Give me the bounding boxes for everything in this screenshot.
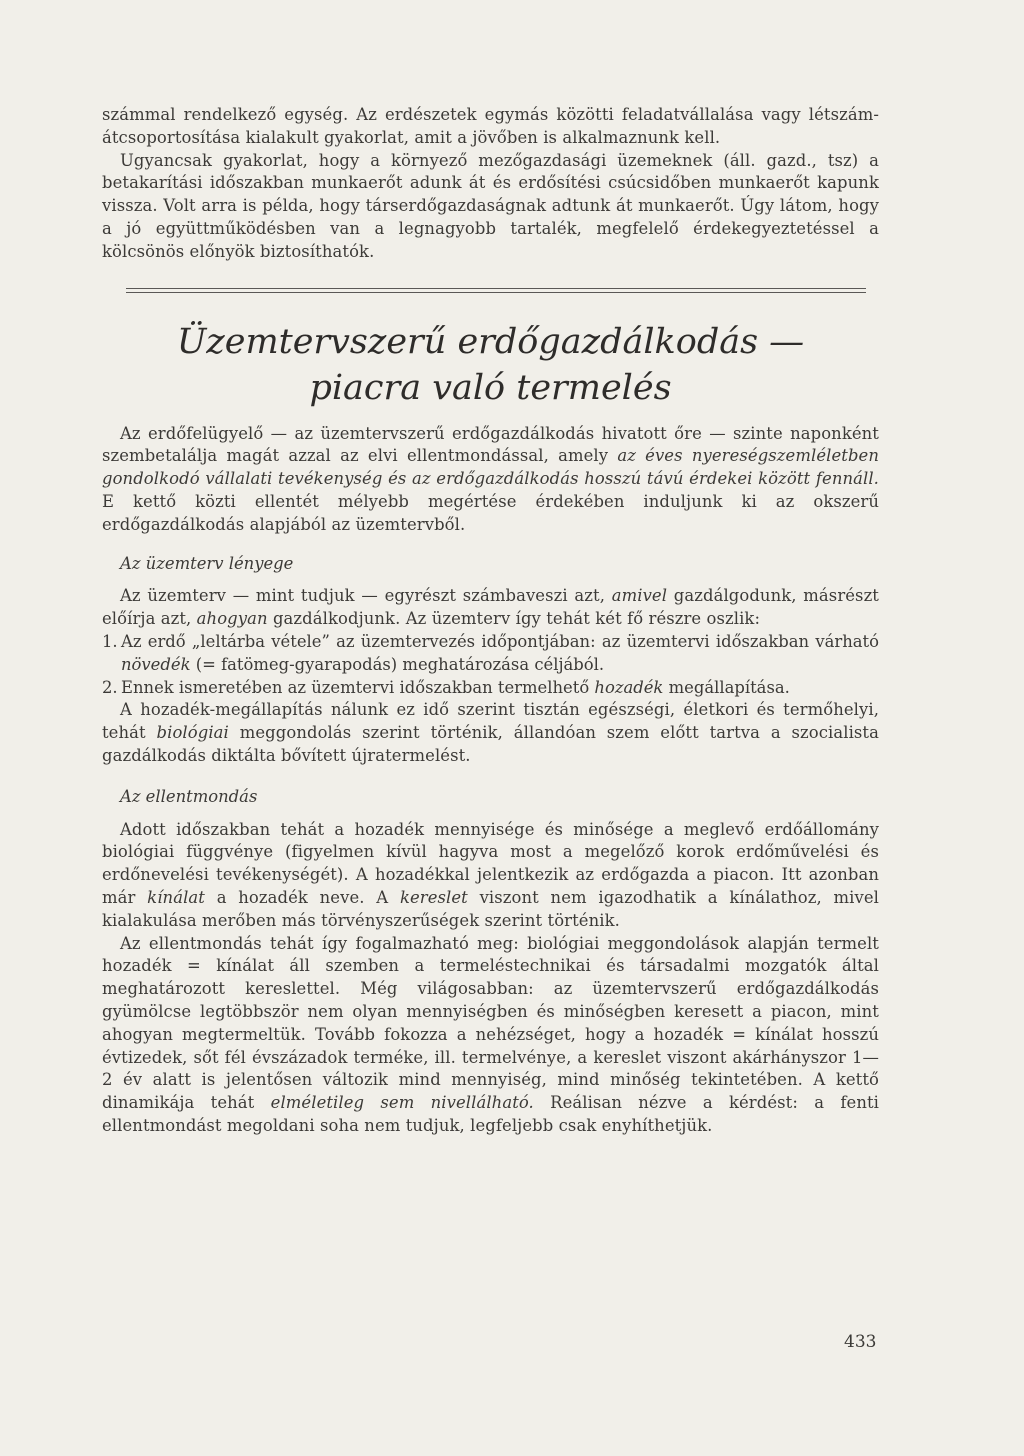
numbered-list (102, 631, 879, 699)
text-run: Az erdő „leltárba vétele” az üzemtervezés időpontjában: az üzemtervi időszakban várható (121, 631, 879, 651)
text-run: E kettő közti ellentét mélyebb megértése érdekében induljunk ki az okszerű erdőgazdálkodás alapjából az üzemtervből. (102, 491, 879, 534)
emphasis: növedék (121, 654, 191, 674)
text-run: Az erdőfelügyelő — az üzemtervszerű erdőgazdálkodás hivatott őre — szinte naponként szembetalálja magát azzal az elvi ellentmondással, amely (102, 423, 879, 466)
double-rule-divider (126, 288, 866, 293)
text-run: Az üzemterv — mint tudjuk — egyrészt számbaveszi azt, (120, 586, 612, 606)
text-run: Adott időszakban tehát a hozadék mennyisége és minősége a meglevő erdőállomány biológiai függvénye (figyelmen kívül hagyva most a megelőző korok erdőművelési és erdőnevelési tevékenységét). A hozadékkal jelentkezik az erdőgazda a piacon. Itt azonban már (102, 819, 879, 907)
list-item (102, 677, 879, 700)
rule-line (126, 292, 866, 293)
page-body (102, 104, 879, 1138)
emphasis: biológiai (156, 723, 229, 743)
section-heading: Az ellentmondás (120, 786, 258, 806)
title-line: piacra való termelés (309, 367, 672, 408)
emphasis: kínálat (147, 887, 205, 907)
page-number: 433 (844, 1332, 877, 1352)
emphasis: hozadék (594, 677, 664, 697)
text-run: a hozadék neve. A (204, 887, 400, 907)
rule-line (126, 288, 866, 289)
emphasis: az éves nyereségszemléletben gondolkodó vállalati tevékenység és az erdőgazdálkodás hosszú távú érdekei között fennáll. (102, 446, 879, 489)
text-run: (= fatömeg-gyarapodás) meghatározása céljából. (190, 654, 605, 674)
text-run: megállapítása. (663, 677, 790, 697)
title-line: Üzemtervszerű erdőgazdálkodás — (176, 321, 805, 362)
article-title (102, 319, 879, 411)
paragraph-text: Ugyancsak gyakorlat, hogy a környező mezőgazdasági üzemeknek (áll. gazd., tsz) a betakarítási időszakban munkaerőt adunk át és erdősítési csúcsidőben munkaerőt kapunk vissza. Volt arra is példa, hogy társerdőgazdaságnak adtunk át munkaerőt. Úgy látom, hogy a jó együttműködésben van a legnagyobb tartalék, megfelelő érdekegyeztetéssel a kölcsönös előnyök biztosíthatók. (102, 150, 879, 261)
emphasis: elméletileg sem nivellálható. (270, 1093, 534, 1113)
intro-paragraph (102, 423, 879, 537)
paragraph (102, 933, 879, 1138)
continued-paragraph (102, 104, 879, 150)
text-run: Az ellentmondás tehát így fogalmazható meg: biológiai meggondolások alapján termelt hozadék = kínálat áll szemben a termeléstechnikai és társadalmi mozgatók által meghatározott kereslettel. Még világosabban: az üzemtervszerű erdőgazdálkodás gyümölcse legtöbbször nem olyan mennyiségben és minőségben keresett a piacon, mint ahogyan megtermeltük. Tovább fokozza a nehézséget, hogy a hozadék = kínálat hosszú évtizedek, sőt fél évszázadok terméke, ill. termelvénye, a kereslet viszont akárhányszor 1—2 év alatt is jelentősen változik mind mennyiség, mind minőség tekintetében. A kettő dinamikája tehát (102, 933, 879, 1113)
text-run: meggondolás szerint történik, állandóan szem előtt tartva a szocialista gazdálkodás diktálta bővített újratermelést. (102, 723, 879, 765)
list-number: 2. (102, 677, 118, 697)
text-run: viszont nem igazodhatik a kínálathoz, mivel kialakulása merőben más törvényszerűségek szerint történik. (102, 887, 879, 930)
emphasis: kereslet (399, 887, 468, 907)
paragraph (102, 585, 879, 631)
list-item (102, 631, 879, 677)
list-number: 1. (102, 631, 118, 651)
emphasis: ahogyan (196, 609, 268, 629)
text-run: gazdálgodunk, másrészt előírja azt, (102, 586, 879, 629)
section-heading: Az üzemterv lényege (120, 553, 294, 573)
emphasis: amivel (611, 586, 668, 606)
text-run: Reálisan nézve a kérdést: a fenti ellentmondást megoldani soha nem tudjuk, legfeljebb csak enyhíthetjük. (102, 1093, 879, 1135)
list-text (121, 677, 879, 700)
text-run: A hozadék-megállapítás nálunk ez idő szerint tisztán egészségi, életkori és termőhelyi, tehát (102, 700, 879, 743)
paragraph-text: számmal rendelkező egység. Az erdészetek egymás közötti feladatvállalása vagy létszám-átcsoportosítása kialakult gyakorlat, amit a jövőben is alkalmaznunk kell. (102, 105, 879, 147)
paragraph (102, 150, 879, 264)
list-text (121, 631, 879, 677)
text-run: Ennek ismeretében az üzemtervi időszakban termelhető (121, 677, 595, 697)
paragraph (102, 819, 879, 933)
text-run: gazdálkodjunk. Az üzemterv így tehát két fő részre oszlik: (267, 609, 761, 629)
paragraph (102, 699, 879, 767)
